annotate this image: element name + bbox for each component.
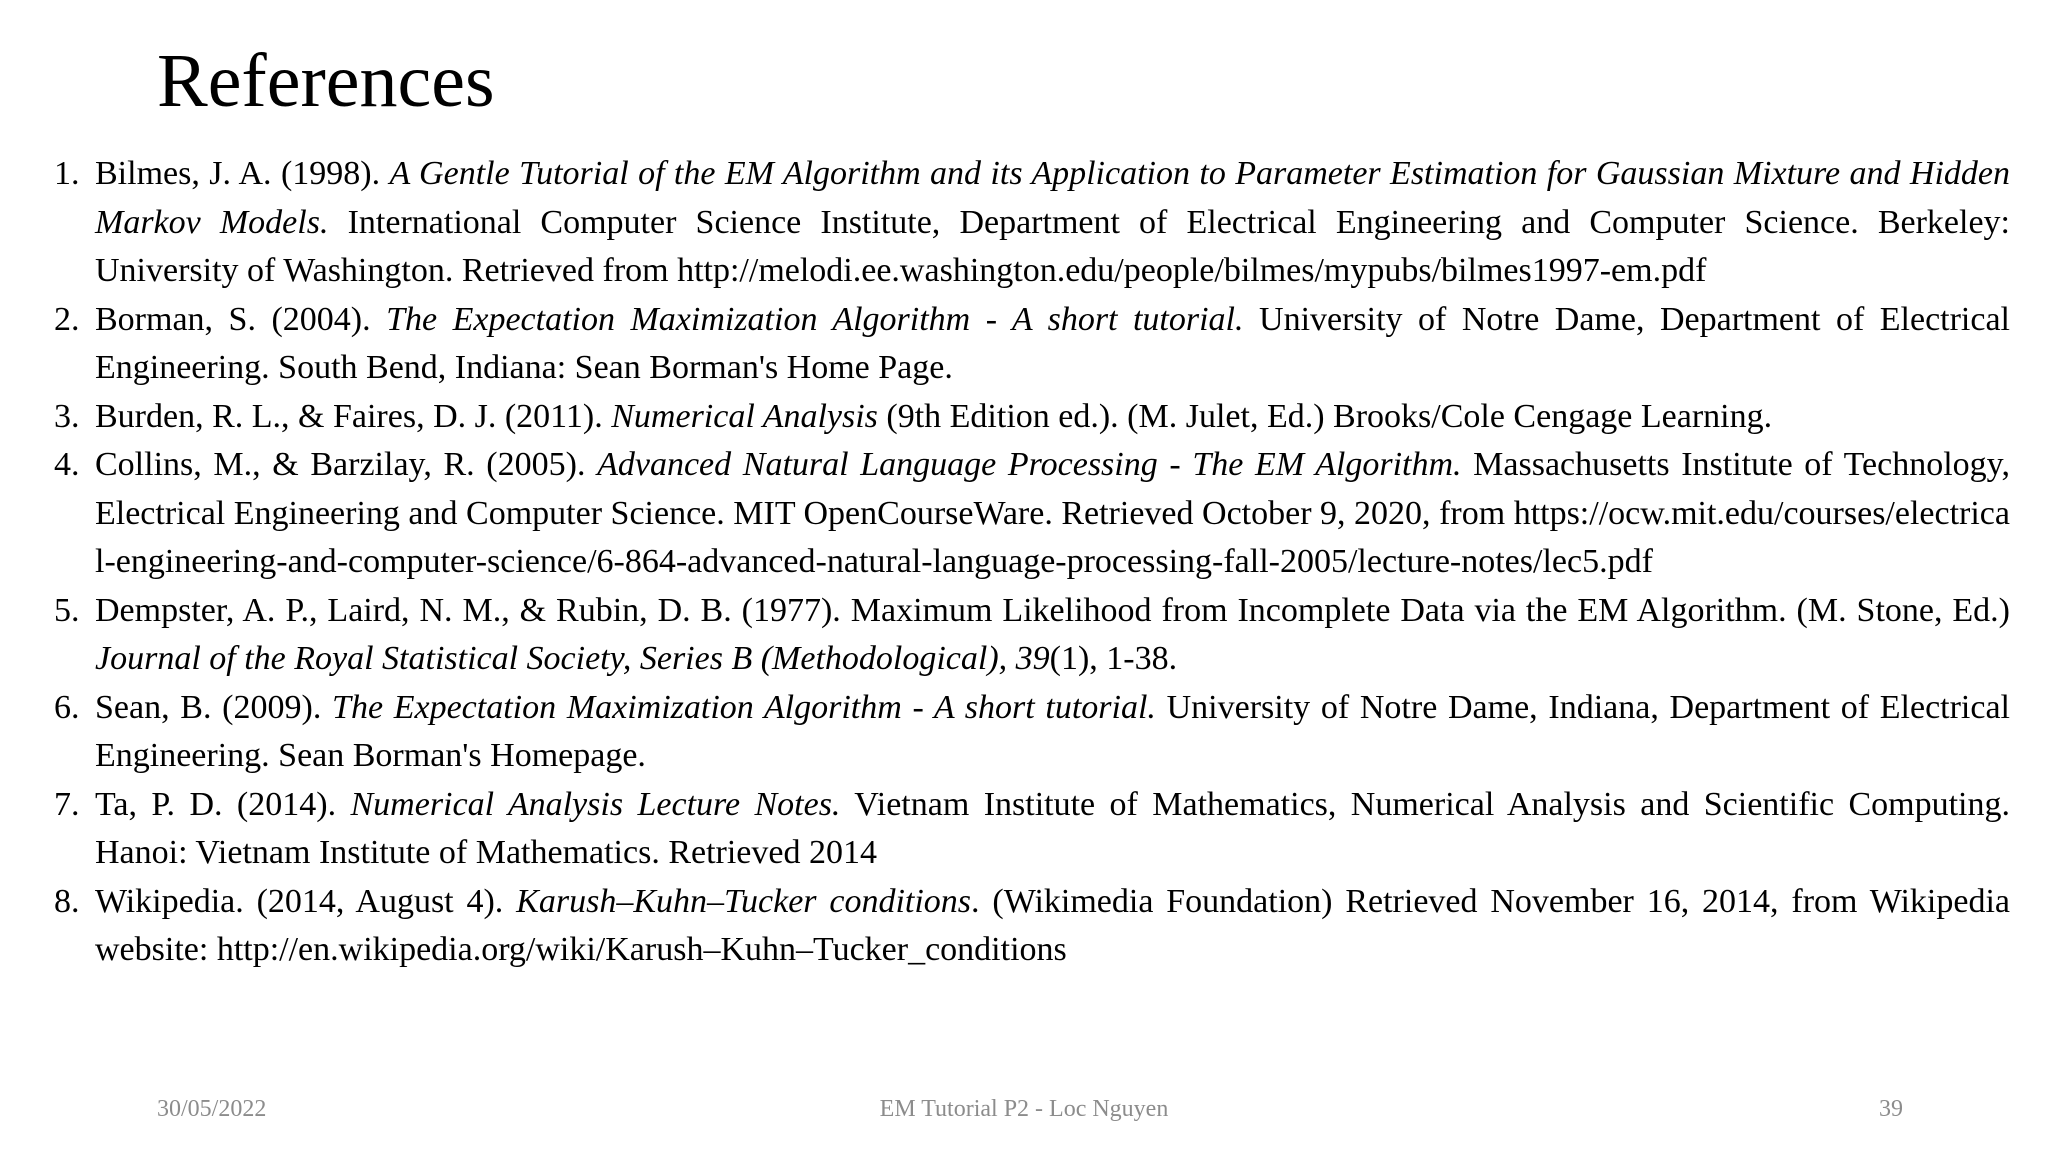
reference-authors: Dempster, A. P., Laird, N. M., & Rubin, D. B. (1977). Maximum Likelihood from Incomplete Data via the EM Algorithm. (M. Stone, Ed.) <box>95 591 2010 629</box>
reference-authors: Wikipedia. (2014, August 4). <box>95 882 517 920</box>
reference-details: International Computer Science Institute, Department of Electrical Engineering and Computer Science. Berkeley: University of Washington. Retrieved from <box>95 203 2011 289</box>
reference-details: Massachusetts Institute of Technology, Electrical Engineering and Computer Science. MIT OpenCourseWare. Retrieved October 9, 2020, from <box>95 446 2010 532</box>
reference-number: 5. <box>54 591 80 629</box>
reference-details: University of Notre Dame, Department of Electrical Engineering. South Bend, Indiana: Sean Borman's Home Page. <box>95 300 2010 386</box>
reference-title: Advanced Natural Language Processing - The EM Algorithm. <box>597 446 1462 483</box>
reference-authors: Burden, R. L., & Faires, D. J. (2011). <box>95 397 612 435</box>
reference-url[interactable]: https://ocw.mit.edu/courses/electrical-engineering-and-computer-science/6-864-advanced-natural-language-processing-fall-2005/lecture-notes/lec5.pdf <box>95 494 2010 580</box>
reference-item <box>48 878 2010 975</box>
reference-title: Numerical Analysis <box>611 397 878 435</box>
reference-authors: Ta, P. D. (2014). <box>95 785 351 823</box>
reference-title: A Gentle Tutorial of the EM Algorithm and its Application to Parameter Estimation for Gaussian Mixture and Hidden Markov Models. <box>95 155 2010 241</box>
reference-number: 1. <box>54 155 80 192</box>
reference-authors: Collins, M., & Barzilay, R. (2005). <box>95 446 598 483</box>
reference-details: . (Wikimedia Foundation) Retrieved November 16, 2014, from Wikipedia website: <box>95 882 2010 968</box>
reference-title: Numerical Analysis Lecture Notes. <box>350 785 841 823</box>
footer-date: 30/05/2022 <box>157 1096 267 1122</box>
reference-details: University of Notre Dame, Indiana, Department of Electrical Engineering. Sean Borman's Homepage. <box>95 688 2010 774</box>
reference-authors: Borman, S. (2004). <box>95 300 387 338</box>
reference-number: 4. <box>54 446 80 483</box>
reference-item <box>48 781 2010 878</box>
reference-item <box>48 684 2010 781</box>
reference-number: 3. <box>54 397 80 435</box>
reference-item <box>48 393 2010 442</box>
reference-item <box>48 441 2010 587</box>
reference-item <box>48 296 2010 393</box>
reference-authors: Sean, B. (2009). <box>95 688 333 726</box>
reference-details: (9th Edition ed.). (M. Julet, Ed.) Brooks/Cole Cengage Learning. <box>877 397 1773 435</box>
reference-number: 6. <box>54 688 80 726</box>
reference-number: 8. <box>54 882 80 920</box>
reference-url[interactable]: http://en.wikipedia.org/wiki/Karush–Kuhn–Tucker_conditions <box>216 931 1067 968</box>
slide-title: References <box>157 39 495 123</box>
reference-url[interactable]: http://melodi.ee.washington.edu/people/bilmes/mypubs/bilmes1997-em.pdf <box>677 252 1707 289</box>
reference-item <box>48 587 2010 684</box>
reference-title: The Expectation Maximization Algorithm - A short tutorial. <box>332 688 1156 726</box>
reference-details: (1), 1-38. <box>1049 640 1178 677</box>
reference-authors: Bilmes, J. A. (1998). <box>95 155 390 192</box>
reference-item <box>48 150 2010 296</box>
reference-number: 7. <box>54 785 80 823</box>
reference-number: 2. <box>54 300 80 338</box>
reference-title: Karush–Kuhn–Tucker conditions <box>516 882 972 920</box>
slide-number: 39 <box>1879 1096 1903 1122</box>
reference-title: Journal of the Royal Statistical Society, Series B (Methodological), 39 <box>95 640 1050 677</box>
reference-details: Vietnam Institute of Mathematics, Numerical Analysis and Scientific Computing. Hanoi: Vietnam Institute of Mathematics. Retrieved 2014 <box>95 785 2010 871</box>
reference-title: The Expectation Maximization Algorithm - A short tutorial. <box>386 300 1244 338</box>
footer-title: EM Tutorial P2 - Loc Nguyen <box>879 1096 1169 1122</box>
references-list <box>48 150 2010 975</box>
